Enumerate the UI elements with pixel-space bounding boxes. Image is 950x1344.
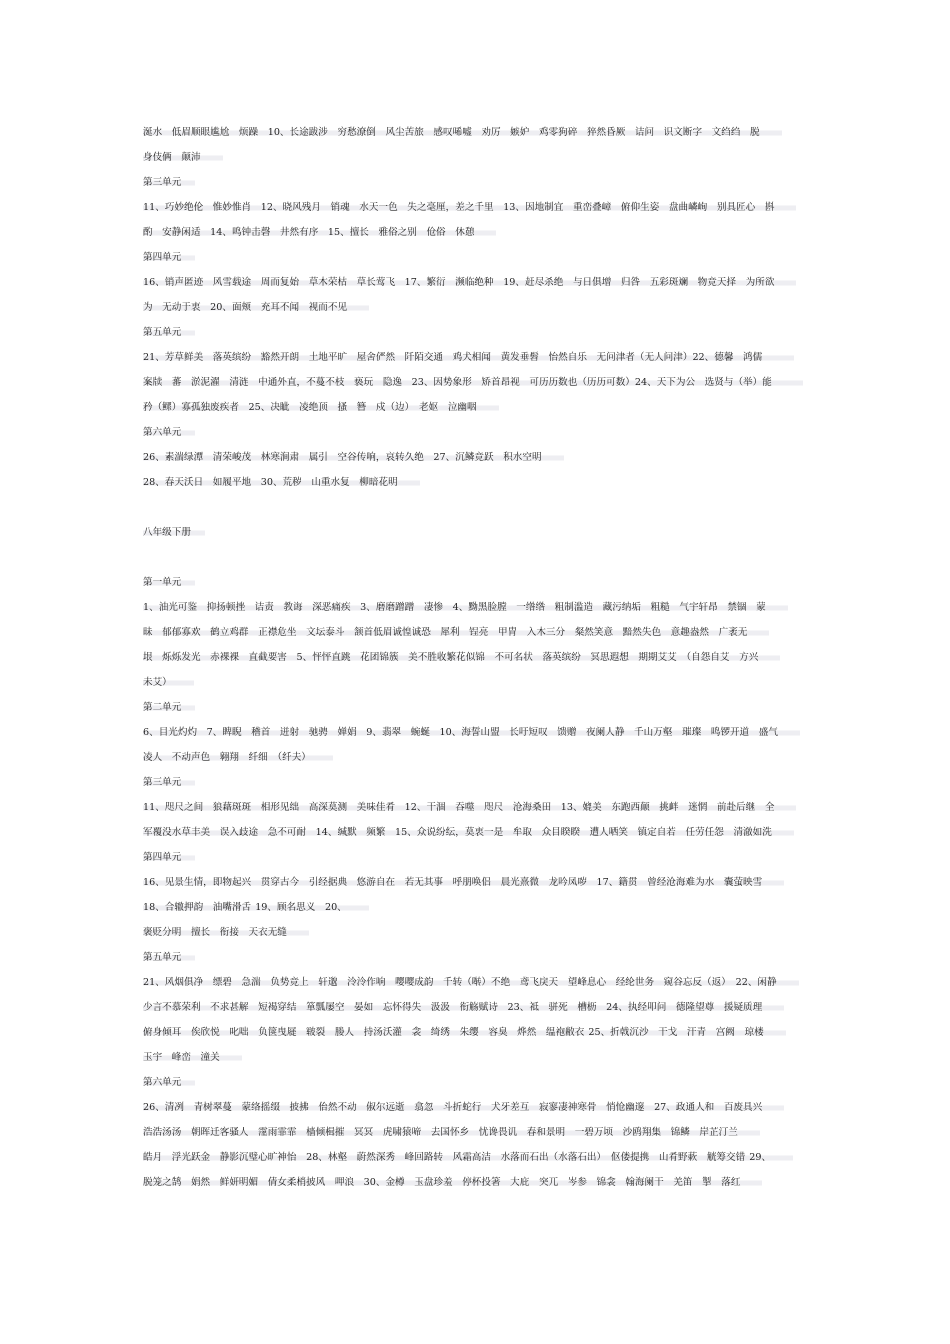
text-line: 28、春天沃日 如履平地 30、荒秽 山重水复 柳暗花明 (143, 470, 810, 495)
text-line: 为 无动于衷 20、面颊 充耳不闻 视而不见 (143, 295, 810, 320)
section-heading: 第三单元 (143, 770, 810, 795)
section-heading: 第六单元 (143, 1070, 810, 1095)
text-line: 脱笼之鹄 娟然 鲜妍明媚 倩女柔梢披风 呷浪 30、金樽 玉盘珍羞 停杯投箸 大庇 突兀 岑参 锦衾 翰海阑干 羌笛 掣 落红 (143, 1170, 810, 1195)
text-line: 酌 安静闲适 14、鸣钟击磬 井然有序 15、擅长 雅俗之别 伧俗 休憩 (143, 220, 810, 245)
text-line: 浩浩汤汤 朝晖迁客骚人 霪雨霏霏 樯倾楫摧 冥冥 虎啸猿啼 去国怀乡 忧谗畏讥 春和景明 一碧万顷 沙鸥翔集 锦鳞 岸芷汀兰 (143, 1120, 810, 1145)
text-line: 26、素湍绿潭 清荣峻茂 林寒涧肃 属引 空谷传响，哀转久绝 27、沉鳞竞跃 积水空明 (143, 445, 810, 470)
text-line: 未艾） (143, 670, 810, 695)
volume-heading: 八年级下册 (143, 520, 810, 545)
text-line: 21、芳草鲜美 落英缤纷 豁然开朗 土地平旷 屋舍俨然 阡陌交通 鸡犬相闻 黄发垂髫 怡然自乐 无问津者（无人问津）22、德馨 鸿儒 (143, 345, 810, 370)
text-line: 皓月 浮光跃金 静影沉璧心旷神怡 28、林壑 蔚然深秀 峰回路转 风霜高洁 水落而石出（水落石出） 伛偻提携 山肴野蔌 觥筹交错 29、 (143, 1145, 810, 1170)
section-heading: 第一单元 (143, 570, 810, 595)
text-line: 1、油光可鉴 抑扬顿挫 诘责 教诲 深恶痛疾 3、磨磨蹭蹭 凄惨 4、黝黑脸膛 一绺绺 粗制滥造 藏污纳垢 粗糙 气宇轩昂 禁锢 蒙 (143, 595, 810, 620)
text-line: 矜（鳏）寡孤独废疾者 25、决眦 凌绝顶 搔 簪 戍（边） 老妪 泣幽咽 (143, 395, 810, 420)
section-heading: 第四单元 (143, 245, 810, 270)
text-line: 11、咫尺之间 狼藉斑斑 相形见绌 高深莫测 美味佳肴 12、干涸 吞噬 咫尺 沧海桑田 13、媲美 东跑西颠 挑衅 迷惘 前赴后继 全 (143, 795, 810, 820)
document-page (143, 120, 810, 1195)
text-line: 26、清冽 青树翠蔓 蒙络摇缀 披拂 佁然不动 俶尔远逝 翕忽 斗折蛇行 犬牙差互 寂寥凄神寒骨 悄怆幽邃 27、政通人和 百废具兴 (143, 1095, 810, 1120)
text-line: 案牍 蕃 淤泥濯 清涟 中通外直，不蔓不枝 亵玩 隐逸 23、因势象形 矫首昂视 可历历数也（历历可数）24、天下为公 选贤与（举）能 (143, 370, 810, 395)
section-heading: 第五单元 (143, 320, 810, 345)
text-line: 少言不慕荣利 不求甚解 短褐穿结 箪瓢屡空 晏如 忘怀得失 汲汲 衔觞赋诗 23、祗 骈死 槽枥 24、执经叩问 德隆望尊 援疑质理 (143, 995, 810, 1020)
blank-line (143, 545, 810, 570)
text-line: 身伎俩 颠沛 (143, 145, 810, 170)
text-line: 21、风烟俱净 缥碧 急湍 负势竞上 轩邈 泠泠作响 嘤嘤成韵 千转（啭）不绝 鸢飞戾天 望峰息心 经纶世务 窥谷忘反（返） 22、闲静 (143, 970, 810, 995)
section-heading: 第三单元 (143, 170, 810, 195)
section-heading: 第二单元 (143, 695, 810, 720)
text-line: 16、销声匿迹 风雪载途 周而复始 草木荣枯 草长莺飞 17、繁衍 濒临绝种 19、赶尽杀绝 与日俱增 归咎 五彩斑斓 物竞天择 为所欲 (143, 270, 810, 295)
text-line: 垠 烁烁发光 赤裸裸 直截要害 5、怦怦直跳 花团锦簇 美不胜收繁花似锦 不可名状 落英缤纷 冥思遐想 期期艾艾 （自怨自艾 方兴 (143, 645, 810, 670)
section-heading: 第四单元 (143, 845, 810, 870)
text-line: 褒贬分明 擅长 衔接 天衣无缝 (143, 920, 810, 945)
text-line: 涎水 低眉顺眼尴尬 烦躁 10、长途跋涉 穷愁潦倒 风尘苦旅 感叹唏嘘 劝厉 嫉妒 鸡零狗碎 猝然昏厥 诘问 识文断字 文绉绉 脱 (143, 120, 810, 145)
section-heading: 第五单元 (143, 945, 810, 970)
text-line: 军覆没水草丰美 误入歧途 急不可耐 14、缄默 频繁 15、众说纷纭，莫衷一是 牟取 众目睽睽 遭人哂笑 镇定自若 任劳任怨 清澈如洗 (143, 820, 810, 845)
blank-line (143, 495, 810, 520)
text-line: 俯身倾耳 俟欣悦 叱咄 负箧曳屣 皲裂 媵人 持汤沃灌 衾 绮绣 朱缨 容臭 烨然 缊袍敝衣 25、折戟沉沙 干戈 汗青 宫阙 琼楼 (143, 1020, 810, 1045)
text-line: 16、见景生情，即物起兴 贯穿古今 引经据典 悠游自在 若无其事 呼朋唤侣 晨光熹微 龙吟凤哕 17、籍贯 曾经沧海难为水 囊萤映雪 (143, 870, 810, 895)
text-line: 18、合辙押韵 油嘴滑舌 19、顾名思义 20、 (143, 895, 810, 920)
text-line: 6、目光灼灼 7、睥睨 稽首 迸射 驰骋 婵娟 9、翡翠 蜿蜒 10、海誓山盟 长吁短叹 馈赠 夜阑人静 千山万壑 璀璨 鸣锣开道 盛气 (143, 720, 810, 745)
text-line: 玉宇 峰峦 潼关 (143, 1045, 810, 1070)
text-line: 昧 郁郁寡欢 鹤立鸡群 正襟危坐 文坛泰斗 颔首低眉诚惶诚恐 犀利 锃亮 甲胄 入木三分 粲然笑意 黯然失色 意趣盎然 广袤无 (143, 620, 810, 645)
text-line: 11、巧妙绝伦 惟妙惟肖 12、晓风残月 销魂 水天一色 失之毫厘，差之千里 13、因地制宜 重峦叠嶂 俯仰生姿 盘曲嶙峋 别具匠心 斟 (143, 195, 810, 220)
text-line: 凌人 不动声色 翱翔 纤细 （纤夫） (143, 745, 810, 770)
section-heading: 第六单元 (143, 420, 810, 445)
